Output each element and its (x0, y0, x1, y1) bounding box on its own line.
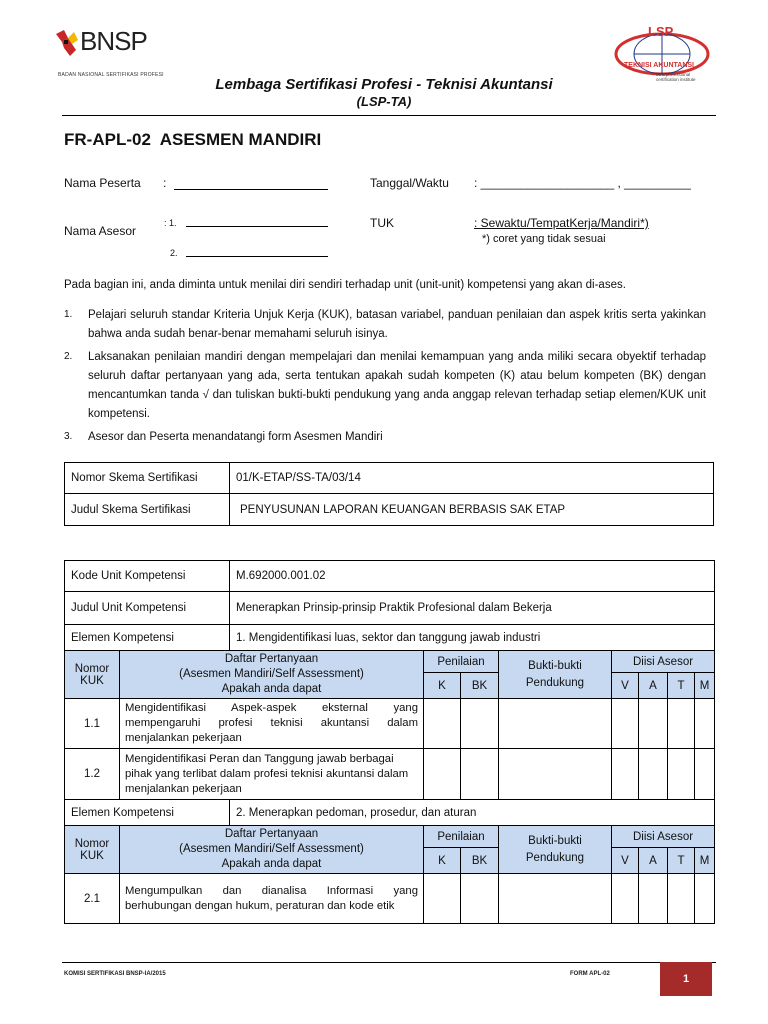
bk-checkbox[interactable] (461, 699, 499, 749)
bukti-field[interactable] (499, 874, 612, 924)
instruction-text: Laksanakan penilaian mandiri dengan mempelajari dan menilai kemampuan yang anda miliki secara obyektif terhadap seluruh daftar pertanyaan yang ada, serta tentukan apakah sudah kompeten (K) atau belum kompeten (BK) dengan mencantumkan tanda √ dan tuliskan bukti-bukti pendukung yang anda anggap relevan terhadap setiap elemen/KUK unit kompetensi. (88, 351, 706, 420)
penilaian-header: Penilaian (424, 826, 499, 848)
kuk-header: Nomor KUK (65, 826, 120, 874)
nama-peserta-label: Nama Peserta (64, 176, 141, 190)
k-checkbox[interactable] (424, 749, 461, 800)
a-checkbox[interactable] (639, 874, 668, 924)
kuk-number: 1.2 (65, 749, 120, 800)
judul-unit-label: Judul Unit Kompetensi (65, 592, 230, 625)
bukti-field[interactable] (499, 699, 612, 749)
bukti-field[interactable] (499, 749, 612, 800)
bukti-header: Bukti-bukti Pendukung (499, 651, 612, 699)
tanggal-waktu-field[interactable]: : ____________________ , __________ (474, 176, 691, 190)
instruction-item (64, 428, 706, 447)
footer-left: KOMISI SERTIFIKASI BNSP-IA/2015 (64, 971, 166, 977)
kode-unit-value: M.692000.001.02 (230, 561, 715, 592)
header-subtitle: (LSP-TA) (356, 94, 412, 109)
instruction-text: Asesor dan Peserta menandatangi form Asesmen Mandiri (88, 431, 383, 443)
table-row (65, 749, 715, 800)
instruction-number: 2. (64, 351, 73, 362)
lsp-logo-subtext: TEKNISI AKUNTANSI (624, 62, 694, 69)
m-header: M (695, 848, 715, 874)
table-row (65, 874, 715, 924)
bnsp-logo-subtext: BADAN NASIONAL SERTIFIKASI PROFESI (58, 72, 164, 78)
v-checkbox[interactable] (612, 874, 639, 924)
lsp-logo-text: LSP (648, 24, 674, 39)
elemen-1-value: 1. Mengidentifikasi luas, sektor dan tanggung jawab industri (230, 625, 715, 651)
lsp-tagline: be a professional certification institute (656, 72, 696, 82)
bk-checkbox[interactable] (461, 749, 499, 800)
judul-unit-value: Menerapkan Prinsip-prinsip Praktik Profesional dalam Bekerja (230, 592, 715, 625)
footer-divider (62, 962, 716, 963)
daftar-header: Daftar Pertanyaan (Asesmen Mandiri/Self Assessment) Apakah anda dapat (120, 826, 424, 874)
v-header: V (612, 673, 639, 699)
instruction-text: Pelajari seluruh standar Kriteria Unjuk Kerja (KUK), batasan variabel, panduan penilaian dan aspek kritis serta yakinkan bahwa anda sudah benar-benar memahami seluruh isinya. (88, 309, 706, 340)
v-checkbox[interactable] (612, 749, 639, 800)
bk-header: BK (461, 848, 499, 874)
nama-asesor-label: Nama Asesor (64, 224, 137, 238)
k-header: K (424, 848, 461, 874)
a-checkbox[interactable] (639, 699, 668, 749)
instruction-number: 1. (64, 309, 73, 320)
m-checkbox[interactable] (695, 699, 715, 749)
instruction-item (64, 306, 706, 344)
elemen-2-label: Elemen Kompetensi (65, 800, 230, 826)
bukti-header: Bukti-bukti Pendukung (499, 826, 612, 874)
elemen-1-label: Elemen Kompetensi (65, 625, 230, 651)
k-checkbox[interactable] (424, 699, 461, 749)
tuk-note: *) coret yang tidak sesuai (482, 233, 606, 245)
k-checkbox[interactable] (424, 874, 461, 924)
t-checkbox[interactable] (668, 874, 695, 924)
instruction-item (64, 348, 706, 424)
m-checkbox[interactable] (695, 749, 715, 800)
kuk-question: Mengumpulkan dan dianalisa Informasi yang berhubungan dengan hukum, peraturan dan kode etik (120, 874, 424, 924)
kuk-number: 2.1 (65, 874, 120, 924)
nama-peserta-colon: : (163, 176, 167, 190)
v-header: V (612, 848, 639, 874)
skema-nomor-label: Nomor Skema Sertifikasi (65, 463, 230, 494)
footer-right: FORM APL-02 (570, 971, 610, 977)
bk-header: BK (461, 673, 499, 699)
page-number: 1 (660, 962, 712, 996)
tuk-value: : Sewaktu/TempatKerja/Mandiri*) (474, 216, 649, 230)
kuk-number: 1.1 (65, 699, 120, 749)
instructions-list (64, 306, 706, 447)
bnsp-logo-text: BNSP (80, 26, 147, 56)
instruction-number: 3. (64, 431, 73, 442)
m-checkbox[interactable] (695, 874, 715, 924)
asesor-2-field[interactable] (186, 256, 328, 257)
tanggal-waktu-label: Tanggal/Waktu (370, 176, 449, 190)
a-checkbox[interactable] (639, 749, 668, 800)
unit-table (64, 560, 715, 924)
skema-nomor-value: 01/K-ETAP/SS-TA/03/14 (230, 463, 714, 494)
v-checkbox[interactable] (612, 699, 639, 749)
elemen-2-value: 2. Menerapkan pedoman, prosedur, dan aturan (230, 800, 715, 826)
daftar-header: Daftar Pertanyaan (Asesmen Mandiri/Self Assessment) Apakah anda dapat (120, 651, 424, 699)
m-header: M (695, 673, 715, 699)
penilaian-header: Penilaian (424, 651, 499, 673)
kuk-header: Nomor KUK (65, 651, 120, 699)
bk-checkbox[interactable] (461, 874, 499, 924)
t-header: T (668, 848, 695, 874)
t-checkbox[interactable] (668, 749, 695, 800)
t-header: T (668, 673, 695, 699)
nama-peserta-field[interactable] (174, 189, 328, 190)
header-divider (62, 115, 716, 116)
tuk-label: TUK (370, 216, 394, 230)
kuk-question: Mengidentifikasi Aspek-aspek eksternal yang mempengaruhi profesi teknisi akuntansi dalam menjalankan pekerjaan (120, 699, 424, 749)
asesor-1-label: : 1. (164, 218, 177, 228)
t-checkbox[interactable] (668, 699, 695, 749)
skema-judul-value: PENYUSUNAN LAPORAN KEUANGAN BERBASIS SAK ETAP (230, 494, 714, 526)
skema-table (64, 462, 714, 526)
diisi-asesor-header: Diisi Asesor (612, 651, 715, 673)
k-header: K (424, 673, 461, 699)
asesor-2-label: 2. (170, 248, 178, 258)
instructions-intro: Pada bagian ini, anda diminta untuk menilai diri sendiri terhadap unit (unit-unit) kompetensi yang akan di-ases. (64, 279, 626, 291)
bnsp-emblem-icon (54, 28, 80, 58)
document-title: FR-APL-02 ASESMEN MANDIRI (64, 130, 322, 149)
diisi-asesor-header: Diisi Asesor (612, 826, 715, 848)
kode-unit-label: Kode Unit Kompetensi (65, 561, 230, 592)
a-header: A (639, 848, 668, 874)
skema-judul-label: Judul Skema Sertifikasi (65, 494, 230, 526)
table-row (65, 699, 715, 749)
kuk-question: Mengidentifikasi Peran dan Tanggung jawab berbagai pihak yang terlibat dalam profesi teknisi akuntansi dalam menjalankan pekerjaan (120, 749, 424, 800)
a-header: A (639, 673, 668, 699)
header-title: Lembaga Sertifikasi Profesi - Teknisi Akuntansi (215, 76, 553, 93)
asesor-1-field[interactable] (186, 226, 328, 227)
